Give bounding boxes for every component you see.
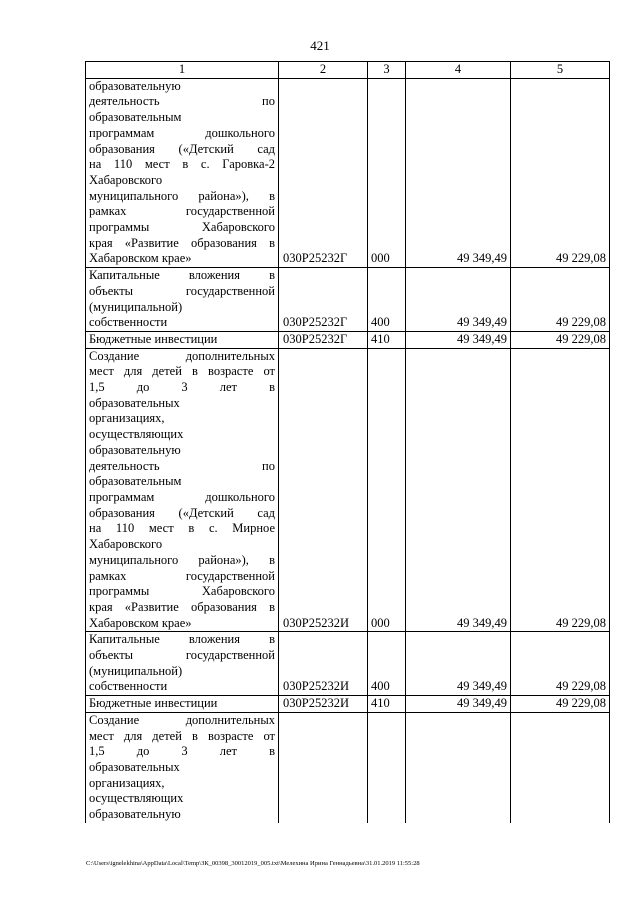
row-name-line: края «Развитие образования в xyxy=(89,599,275,614)
row-name-line: осуществляющих xyxy=(89,427,184,442)
row-name-line: образования («Детский сад xyxy=(89,141,275,156)
row-name-line: образовательным xyxy=(89,110,182,125)
target-code-cell: 030Р25232Г xyxy=(279,268,368,332)
expense-type-cell: 000 xyxy=(368,348,406,632)
row-name-line: мест для детей в возрасте от xyxy=(89,728,275,743)
row-name-line: (муниципальной) xyxy=(89,663,183,678)
target-code-cell: 030Р25232И xyxy=(279,696,368,713)
amount-2019-cell: 49 349,49 xyxy=(406,268,511,332)
column-header: 3 xyxy=(368,62,406,79)
amount-2020-cell: 49 229,08 xyxy=(511,331,610,348)
row-name-line: программам дошкольного xyxy=(89,125,275,140)
table-row xyxy=(86,268,610,332)
target-code-cell: 030Р25232И xyxy=(279,632,368,696)
row-name-line: Капитальные вложения в xyxy=(89,268,275,283)
target-code-cell: 030Р25232Г xyxy=(279,331,368,348)
row-name-line: края «Развитие образования в xyxy=(89,235,275,250)
amount-2020-cell: 49 229,08 xyxy=(511,696,610,713)
table-row xyxy=(86,632,610,696)
amount-2020-cell: 49 229,08 xyxy=(511,632,610,696)
row-name-line: Хабаровском крае» xyxy=(89,615,192,630)
amount-2019-cell: 49 349,49 xyxy=(406,348,511,632)
row-name-line: Создание дополнительных xyxy=(89,348,275,363)
table-row xyxy=(86,712,610,822)
row-name-line: объекты государственной xyxy=(89,283,275,298)
row-name-line: программы Хабаровского xyxy=(89,220,275,235)
amount-2019-cell: 49 349,49 xyxy=(406,331,511,348)
column-header: 1 xyxy=(86,62,279,79)
row-name-line: на 110 мест в с. Мирное xyxy=(89,521,275,536)
target-code-cell xyxy=(279,712,368,822)
amount-2020-cell: 49 229,08 xyxy=(511,348,610,632)
column-header: 5 xyxy=(511,62,610,79)
column-header: 4 xyxy=(406,62,511,79)
row-name-line: осуществляющих xyxy=(89,791,184,806)
column-header: 2 xyxy=(279,62,368,79)
table-row xyxy=(86,331,610,348)
row-name-line: образовательным xyxy=(89,474,182,489)
row-name-line: муниципального района»), в xyxy=(89,552,275,567)
row-name-line: программы Хабаровского xyxy=(89,584,275,599)
table-row xyxy=(86,696,610,713)
row-name-cell xyxy=(86,268,279,332)
row-name-cell xyxy=(86,348,279,632)
row-name-line: образовательную xyxy=(89,78,181,93)
row-name-line: деятельность по xyxy=(89,94,275,109)
row-name-line: Капитальные вложения в xyxy=(89,632,275,647)
row-name-line: образования («Детский сад xyxy=(89,505,275,520)
row-name-line: рамках государственной xyxy=(89,204,275,219)
amount-2019-cell xyxy=(406,712,511,822)
row-name-line: мест для детей в возрасте от xyxy=(89,364,275,379)
amount-2019-cell: 49 349,49 xyxy=(406,696,511,713)
target-code-cell: 030Р25232Г xyxy=(279,78,368,267)
row-name-cell xyxy=(86,78,279,267)
row-name-line: 1,5 до 3 лет в xyxy=(89,744,275,759)
expense-type-cell: 410 xyxy=(368,331,406,348)
row-name-line: собственности xyxy=(89,679,168,694)
amount-2019-cell: 49 349,49 xyxy=(406,78,511,267)
row-name-line: Хабаровского xyxy=(89,172,163,187)
row-name-line: образовательную xyxy=(89,442,181,457)
row-name-line: образовательных xyxy=(89,395,180,410)
amount-2019-cell: 49 349,49 xyxy=(406,632,511,696)
row-name-line: организациях, xyxy=(89,775,165,790)
row-name-line: деятельность по xyxy=(89,458,275,473)
row-name-line: муниципального района»), в xyxy=(89,188,275,203)
amount-2020-cell: 49 229,08 xyxy=(511,268,610,332)
target-code-cell: 030Р25232И xyxy=(279,348,368,632)
row-name-cell xyxy=(86,632,279,696)
expense-type-cell xyxy=(368,712,406,822)
row-name-line: Бюджетные инвестиции xyxy=(89,331,218,346)
row-name-line: Хабаровского xyxy=(89,537,163,552)
row-name-line: 1,5 до 3 лет в xyxy=(89,380,275,395)
expense-type-cell: 400 xyxy=(368,632,406,696)
row-name-cell xyxy=(86,696,279,713)
row-name-line: на 110 мест в с. Гаровка-2 xyxy=(89,157,275,172)
row-name-line: Хабаровском крае» xyxy=(89,251,192,266)
table-row xyxy=(86,348,610,632)
amount-2020-cell: 49 229,08 xyxy=(511,78,610,267)
row-name-line: собственности xyxy=(89,315,168,330)
expense-type-cell: 000 xyxy=(368,78,406,267)
row-name-line: организациях, xyxy=(89,411,165,426)
row-name-line: Создание дополнительных xyxy=(89,712,275,727)
amount-2020-cell xyxy=(511,712,610,822)
row-name-cell xyxy=(86,331,279,348)
expense-type-cell: 410 xyxy=(368,696,406,713)
page-number: 421 xyxy=(310,38,330,53)
row-name-line: Бюджетные инвестиции xyxy=(89,696,218,711)
file-path-footer: C:\Users\ignelekhina\AppData\Local\Temp\ЗК_00398_30012019_005.txt\Мелехина Ирина Геннадьевна\31.01.2019 11:55:28 xyxy=(86,860,420,867)
row-name-line: образовательную xyxy=(89,807,181,822)
budget-table xyxy=(85,61,610,823)
table-row xyxy=(86,78,610,267)
row-name-line: образовательных xyxy=(89,759,180,774)
row-name-line: (муниципальной) xyxy=(89,299,183,314)
row-name-line: объекты государственной xyxy=(89,648,275,663)
row-name-line: рамках государственной xyxy=(89,568,275,583)
row-name-line: программам дошкольного xyxy=(89,489,275,504)
table-header-row xyxy=(86,62,610,79)
row-name-cell xyxy=(86,712,279,822)
expense-type-cell: 400 xyxy=(368,268,406,332)
